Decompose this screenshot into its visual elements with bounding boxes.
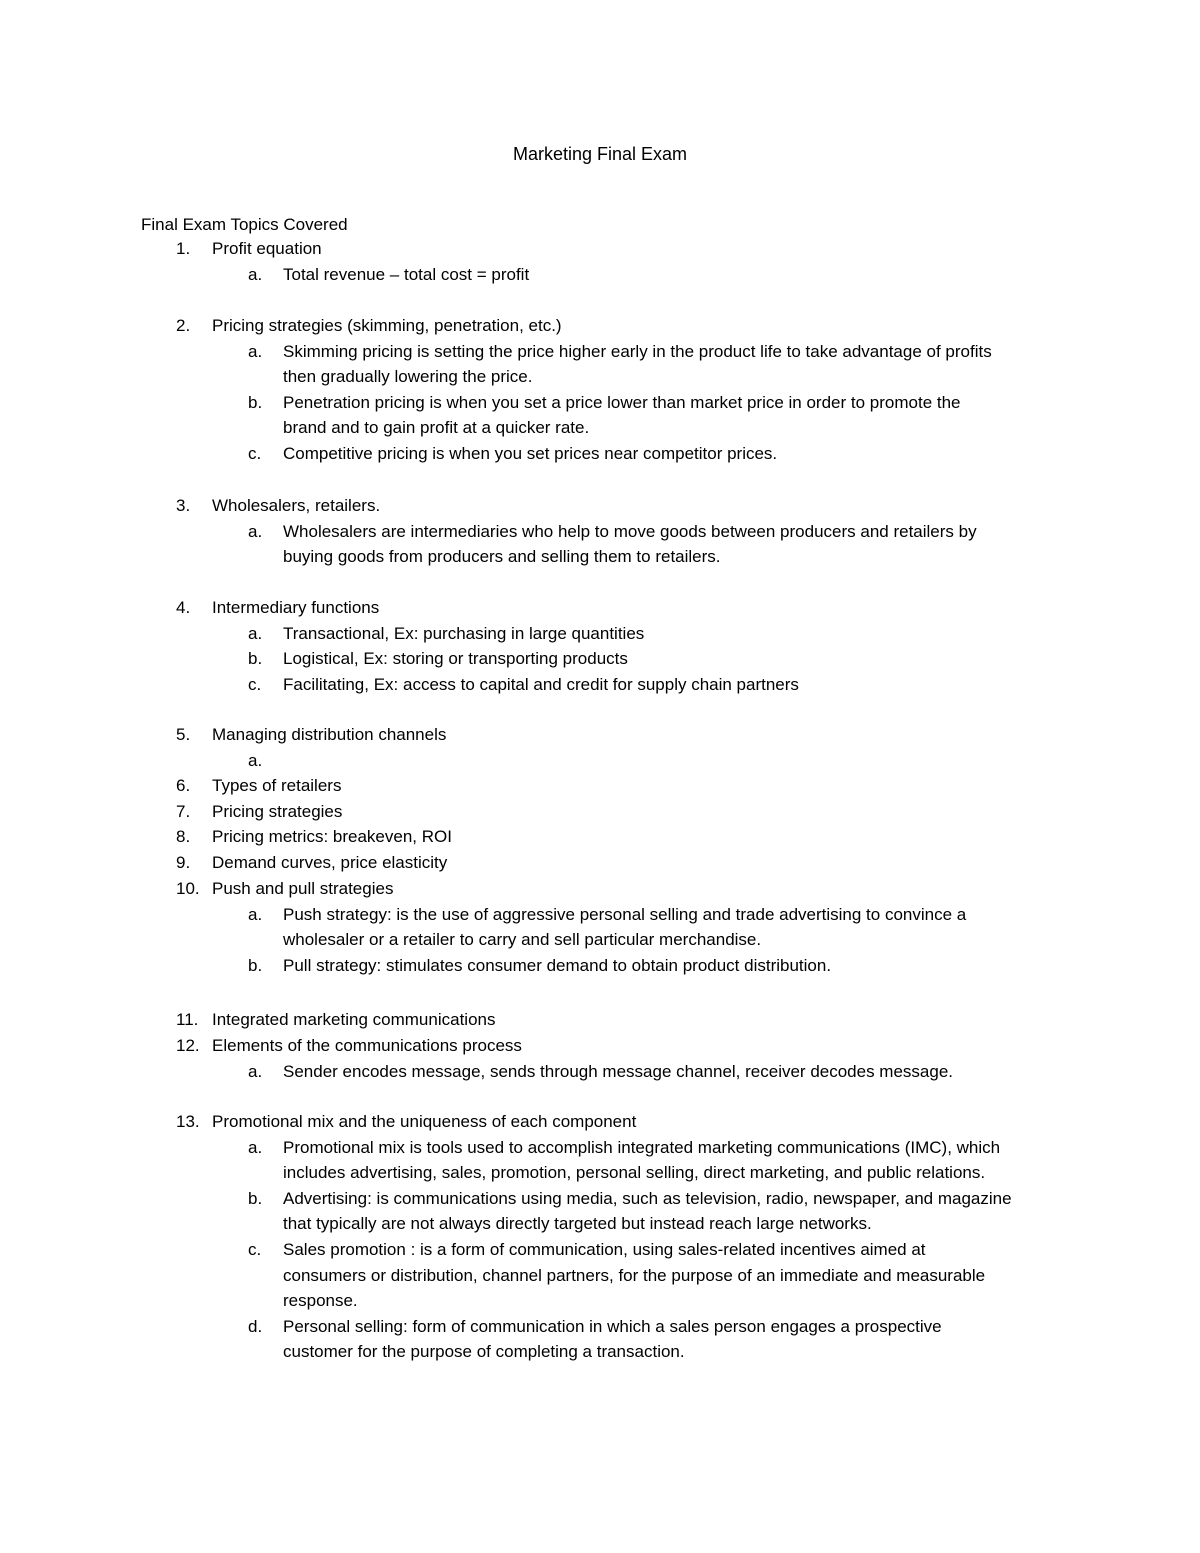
item-number: 5.: [176, 725, 191, 744]
sub-item-text: Penetration pricing is when you set a price lower than market price in order to promote the: [283, 392, 961, 412]
item-text: Promotional mix and the uniqueness of each component: [212, 1112, 637, 1131]
sub-item-letter: a.: [248, 1137, 263, 1157]
item-number: 9.: [176, 853, 191, 872]
item-number: 6.: [176, 776, 191, 795]
sub-item-letter: b.: [248, 649, 263, 669]
item-text: Wholesalers, retailers.: [212, 496, 381, 515]
sub-item-text: Skimming pricing is setting the price higher early in the product life to take advantage of profits: [283, 341, 992, 361]
sub-item-letter: a.: [248, 623, 263, 643]
item-number: 3.: [176, 496, 191, 515]
sub-item-letter: c.: [248, 674, 262, 694]
sub-item-text: buying goods from producers and selling them to retailers.: [283, 547, 721, 567]
sub-item-letter: a.: [248, 1061, 263, 1081]
item-text: Profit equation: [212, 239, 322, 258]
sub-item-letter: b.: [248, 392, 263, 412]
sub-item-text: Facilitating, Ex: access to capital and credit for supply chain partners: [283, 674, 799, 694]
sub-item-text: Wholesalers are intermediaries who help to move goods between producers and retailers by: [283, 521, 977, 541]
sub-item-text: Logistical, Ex: storing or transporting products: [283, 649, 628, 669]
item-number: 11.: [176, 1010, 199, 1029]
sub-item-text: Transactional, Ex: purchasing in large quantities: [283, 623, 645, 643]
item-text: Demand curves, price elasticity: [212, 853, 448, 872]
item-text: Pricing metrics: breakeven, ROI: [212, 827, 452, 846]
sub-item-letter: a.: [248, 341, 263, 361]
item-text: Push and pull strategies: [212, 879, 394, 898]
section-heading: Final Exam Topics Covered: [141, 215, 348, 234]
sub-item-text: customer for the purpose of completing a transaction.: [283, 1342, 685, 1362]
sub-item-text: Promotional mix is tools used to accomplish integrated marketing communications (IMC), which: [283, 1137, 1001, 1157]
sub-item-text: Sender encodes message, sends through message channel, receiver decodes message.: [283, 1061, 954, 1081]
item-number: 12.: [176, 1036, 200, 1055]
sub-item-text: Total revenue – total cost = profit: [283, 264, 530, 284]
sub-item-text: that typically are not always directly targeted but instead reach large networks.: [283, 1214, 872, 1234]
sub-item-letter: a.: [248, 264, 263, 284]
item-number: 8.: [176, 827, 191, 846]
sub-item-text: Personal selling: form of communication in which a sales person engages a prospective: [283, 1316, 942, 1336]
item-number: 4.: [176, 598, 191, 617]
sub-item-letter: a.: [248, 750, 263, 770]
item-number: 7.: [176, 802, 191, 821]
sub-item-text: Competitive pricing is when you set prices near competitor prices.: [283, 444, 778, 463]
item-number: 13.: [176, 1112, 200, 1131]
sub-item-text: consumers or distribution, channel partners, for the purpose of an immediate and measurable: [283, 1265, 986, 1285]
sub-item-text: Push strategy: is the use of aggressive personal selling and trade advertising to convince a: [283, 904, 967, 924]
item-text: Pricing strategies: [212, 802, 343, 821]
item-number: 1.: [176, 239, 191, 258]
item-text: Types of retailers: [212, 776, 342, 795]
item-text: Intermediary functions: [212, 598, 380, 617]
item-text: Pricing strategies (skimming, penetration, etc.): [212, 316, 562, 335]
sub-item-letter: b.: [248, 955, 263, 975]
sub-item-text: wholesaler or a retailer to carry and sell particular merchandise.: [283, 930, 762, 950]
sub-item-text: brand and to gain profit at a quicker rate.: [283, 418, 590, 438]
sub-item-letter: c.: [248, 444, 262, 463]
sub-item-letter: b.: [248, 1188, 263, 1208]
sub-item-letter: a.: [248, 904, 263, 924]
sub-item-letter: c.: [248, 1240, 262, 1259]
sub-item-text: then gradually lowering the price.: [283, 367, 533, 387]
item-number: 2.: [176, 316, 191, 335]
sub-item-letter: a.: [248, 521, 263, 541]
document-title: Marketing Final Exam: [512, 144, 688, 164]
item-text: Integrated marketing communications: [212, 1010, 496, 1029]
item-number: 10.: [176, 879, 200, 898]
sub-item-text: includes advertising, sales, promotion, personal selling, direct marketing, and public relations.: [283, 1163, 986, 1183]
sub-item-text: Advertising: is communications using media, such as television, radio, newspaper, and magazine: [283, 1188, 1012, 1208]
sub-item-text: Pull strategy: stimulates consumer demand to obtain product distribution.: [283, 955, 832, 975]
sub-item-letter: d.: [248, 1316, 263, 1336]
item-text: Elements of the communications process: [212, 1036, 522, 1055]
sub-item-text: response.: [283, 1291, 358, 1311]
item-text: Managing distribution channels: [212, 725, 447, 744]
sub-item-text: Sales promotion : is a form of communication, using sales-related incentives aimed at: [283, 1240, 926, 1259]
